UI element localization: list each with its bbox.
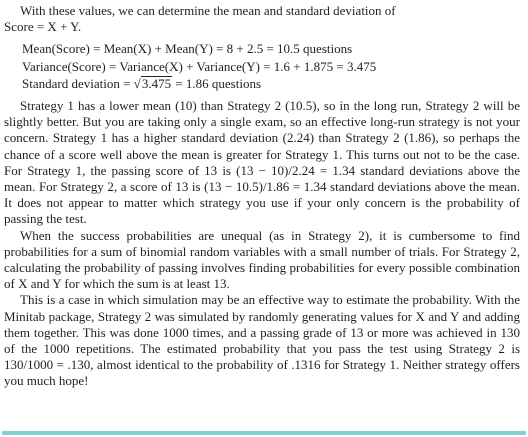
intro-line-2: Score = X + Y. — [4, 19, 82, 35]
paragraph-simulation: This is a case in which simulation may be an effective way to estimate the probability. With the Minitab package, Strategy 2 was simulated by randomly generating values for X and Y and adding them together. This was done 1000 times, and a passing grade of 13 or more was achieved in 130 of the 1000 repetitions. The estimated probability that you pass the test using Strategy 2 is 130/1000 = .130, almost identical to the probability of .1316 for Strategy 1. Neither strategy offers you much hope! — [4, 292, 520, 389]
sqrt-symbol: √ — [133, 75, 141, 91]
body-text — [4, 3, 520, 390]
sd-equation-right: = 1.86 questions — [172, 75, 262, 91]
equation-block — [22, 41, 520, 92]
paragraph-unequal-probabilities: When the success probabilities are unequal (as in Strategy 2), it is cumbersome to find probabilities for a sum of binomial random variables with a small number of trials. For Strategy 2, calculating the probability of passing involves finding probabilities for every possible combination of X and Y for which the sum is at least 13. — [4, 227, 520, 292]
variance-equation: Variance(Score) = Variance(X) + Variance(Y) = 1.6 + 1.875 = 3.475 — [22, 58, 377, 74]
sd-equation — [22, 76, 520, 92]
bottom-rule — [2, 431, 526, 435]
paragraph-strategy-comparison: Strategy 1 has a lower mean (10) than Strategy 2 (10.5), so in the long run, Strategy 2 will be slightly better. But you are taking only a single exam, so an effective long-run strategy is not your concern. Strategy 1 has a higher standard deviation (2.24) than Strategy 2 (1.86), so perhaps the chance of a score well above the mean is greater for Strategy 1. This turns out not to be the case. For Strategy 1, the passing score of 13 is (13 − 10)/2.24 = 1.34 standard deviations above the mean. For Strategy 2, a score of 13 is (13 − 10.5)/1.86 = 1.34 standard deviations above the mean. It does not appear to matter which strategy you use if your only concern is the probability of passing the test. — [4, 98, 520, 227]
intro-paragraph — [4, 3, 520, 35]
mean-equation: Mean(Score) = Mean(X) + Mean(Y) = 8 + 2.5 = 10.5 questions — [22, 41, 353, 57]
sd-equation-left: Standard deviation = — [22, 75, 134, 91]
intro-line-1: With these values, we can determine the mean and standard deviation of — [20, 3, 396, 18]
sd-radicand: 3.475 — [141, 75, 172, 91]
